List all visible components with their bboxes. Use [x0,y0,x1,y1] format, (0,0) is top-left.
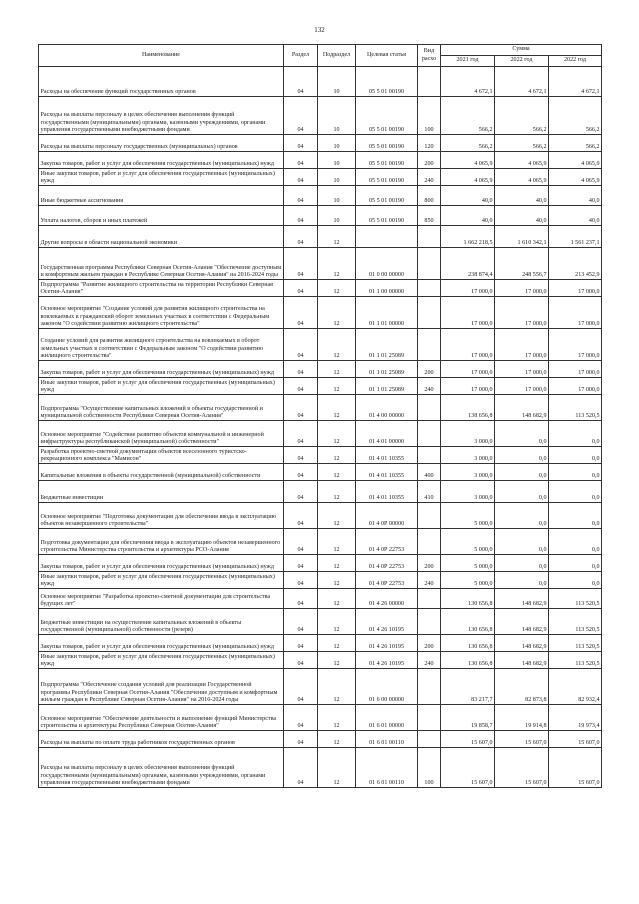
row-kind: 200 [418,635,441,652]
table-row [39,280,602,297]
row-sum-2022-b: 0,0 [549,503,602,529]
row-sum-2022-b: 113 520,5 [549,589,602,609]
table-row [39,669,602,705]
row-target [356,226,418,248]
row-sum-2021: 566,2 [441,135,495,152]
row-kind [418,226,441,248]
row-sum-2022-a: 4 672,1 [495,67,549,97]
row-name: Подпрограмма "Развитие жилищного строительства на территории Республики Северная Осетия-Алания" [39,280,284,297]
row-target: 01 0 00 00000 [356,248,418,280]
row-target: 01 6 01 00000 [356,705,418,731]
row-target: 05 5 01 00190 [356,186,418,206]
row-sum-2022-b: 4 672,1 [549,67,602,97]
row-name: Подготовка документации для обеспечения ввода в эксплуатацию объектов незавершенного строительства Министерства строительства и архитектуры РСО-Алания [39,529,284,555]
row-kind: 200 [418,361,441,378]
table-row [39,572,602,589]
row-section: 04 [284,503,318,529]
header-name: Наименование [39,45,284,67]
row-section: 04 [284,186,318,206]
row-subsection: 10 [318,186,356,206]
row-subsection: 12 [318,748,356,788]
row-subsection: 12 [318,589,356,609]
row-sum-2022-b: 15 607,0 [549,731,602,748]
row-section: 04 [284,481,318,503]
row-target: 01 6 00 00000 [356,669,418,705]
row-section: 04 [284,669,318,705]
header-kind: Вид расхо [418,45,441,67]
row-sum-2021: 5 000,0 [441,555,495,572]
row-section: 04 [284,67,318,97]
table-row [39,503,602,529]
row-sum-2022-b: 82 932,4 [549,669,602,705]
row-sum-2022-a: 0,0 [495,529,549,555]
row-sum-2022-a: 0,0 [495,503,549,529]
table-row [39,186,602,206]
row-kind [418,395,441,421]
row-section: 04 [284,748,318,788]
header-year-2021: 2021 год [441,56,495,67]
table-row [39,135,602,152]
row-sum-2022-a: 248 556,7 [495,248,549,280]
row-name: Создание условий для развития жилищного строительства на вовлекаемых в оборот земельных участках в соответствии с Федеральным законом "О содействии развитию жилищного строительства" [39,329,284,361]
row-sum-2021: 3 000,0 [441,421,495,447]
row-sum-2021: 4 672,1 [441,67,495,97]
row-sum-2021: 238 874,4 [441,248,495,280]
row-subsection: 12 [318,731,356,748]
table-row [39,226,602,248]
row-sum-2021: 17 000,0 [441,329,495,361]
row-target: 01 6 01 00110 [356,748,418,788]
row-target: 05 5 01 00190 [356,169,418,186]
row-kind: 240 [418,652,441,669]
row-target: 05 5 01 00190 [356,206,418,226]
row-sum-2022-b: 0,0 [549,555,602,572]
row-kind: 240 [418,572,441,589]
row-name: Основное мероприятие "Разработка проектно-сметной документации для строительства будущих лет" [39,589,284,609]
row-kind [418,329,441,361]
row-name: Подпрограмма "Осуществление капитальных вложений в объекты государственной и муниципальной собственности Республики Северная Осетия-Алания" [39,395,284,421]
row-subsection: 12 [318,609,356,635]
row-subsection: 12 [318,572,356,589]
row-name: Иные закупки товаров, работ и услуг для обеспечения государственных (муниципальных) нужд [39,652,284,669]
row-section: 04 [284,731,318,748]
row-name: Подпрограмма "Обеспечение создания условий для реализации Государственной программы Республики Северная Осетия-Алания "Обеспечение доступным и комфортным жильем граждан в Республике Северная Осетия-Алания" на 2016-2024 годы [39,669,284,705]
row-name: Государственная программа Республики Северная Осетия-Алания "Обеспечение доступным и комфортным жильем граждан в Республике Северная Осетия-Алания" на 2016-2024 годы [39,248,284,280]
table-row [39,152,602,169]
table-body [39,67,602,788]
row-section: 04 [284,447,318,464]
row-sum-2022-a: 1 610 342,1 [495,226,549,248]
row-kind [418,669,441,705]
row-target: 01 4 0Р 22753 [356,555,418,572]
row-sum-2021: 130 656,8 [441,589,495,609]
row-subsection: 12 [318,297,356,329]
row-sum-2022-b: 19 973,4 [549,705,602,731]
row-section: 04 [284,555,318,572]
row-kind: 200 [418,152,441,169]
row-sum-2022-a: 0,0 [495,481,549,503]
row-sum-2022-b: 17 000,0 [549,329,602,361]
row-target: 01 4 26 10195 [356,652,418,669]
row-subsection: 12 [318,652,356,669]
row-sum-2022-a: 148 682,9 [495,395,549,421]
row-section: 04 [284,152,318,169]
row-sum-2022-a: 148 682,9 [495,589,549,609]
row-sum-2022-b: 1 561 237,1 [549,226,602,248]
header-year-2022-a: 2022 год [495,56,549,67]
row-kind: 800 [418,186,441,206]
table-row [39,378,602,395]
page-number: 132 [314,26,325,34]
row-sum-2021: 5 000,0 [441,503,495,529]
row-sum-2021: 130 656,8 [441,635,495,652]
row-section: 04 [284,635,318,652]
row-sum-2022-a: 40,0 [495,186,549,206]
row-sum-2022-a: 17 000,0 [495,329,549,361]
row-target: 01 1 00 00000 [356,280,418,297]
row-name: Расходы на обеспечение функций государственных органов [39,67,284,97]
row-section: 04 [284,589,318,609]
row-target: 01 1 01 25089 [356,329,418,361]
row-section: 04 [284,395,318,421]
row-sum-2022-b: 40,0 [549,186,602,206]
row-kind: 100 [418,97,441,135]
row-name: Бюджетные инвестиции [39,481,284,503]
row-sum-2022-a: 82 873,8 [495,669,549,705]
row-section: 04 [284,280,318,297]
row-sum-2021: 3 000,0 [441,481,495,503]
header-section: Раздел [284,45,318,67]
row-sum-2022-a: 17 000,0 [495,378,549,395]
row-target: 01 4 01 10355 [356,447,418,464]
row-sum-2021: 5 000,0 [441,529,495,555]
row-sum-2022-a: 17 000,0 [495,361,549,378]
row-subsection: 12 [318,481,356,503]
row-name: Уплата налогов, сборов и иных платежей [39,206,284,226]
row-sum-2021: 15 607,0 [441,731,495,748]
header-subsection: Подраздел [318,45,356,67]
row-name: Закупка товаров, работ и услуг для обеспечения государственных (муниципальных) нужд [39,555,284,572]
row-target: 01 4 0Р 22753 [356,572,418,589]
row-target: 01 4 26 00000 [356,589,418,609]
row-target: 01 6 01 00110 [356,731,418,748]
row-sum-2021: 19 858,7 [441,705,495,731]
row-section: 04 [284,206,318,226]
row-sum-2021: 4 065,9 [441,169,495,186]
table-row [39,395,602,421]
row-sum-2022-b: 40,0 [549,206,602,226]
row-kind: 410 [418,481,441,503]
row-name: Основное мероприятие "Содействие развитию объектов коммунальной и инженерной инфраструктуры республиканской (муниципальной) собственности" [39,421,284,447]
row-subsection: 12 [318,503,356,529]
table-row [39,748,602,788]
table-row [39,447,602,464]
row-name: Расходы на выплаты по оплате труда работников государственных органов [39,731,284,748]
row-name: Иные бюджетные ассигнования [39,186,284,206]
row-sum-2021: 1 662 218,5 [441,226,495,248]
row-target: 01 4 01 00000 [356,421,418,447]
row-subsection: 12 [318,378,356,395]
row-sum-2021: 5 000,0 [441,572,495,589]
row-sum-2022-b: 113 520,5 [549,652,602,669]
row-target: 01 1 01 00000 [356,297,418,329]
row-section: 04 [284,464,318,481]
row-kind [418,280,441,297]
row-target: 01 4 26 10195 [356,635,418,652]
table-row [39,361,602,378]
row-kind [418,589,441,609]
row-target: 05 5 01 00190 [356,67,418,97]
row-sum-2021: 130 656,8 [441,609,495,635]
row-kind [418,421,441,447]
row-sum-2022-b: 4 065,9 [549,169,602,186]
row-target: 01 4 0Р 22753 [356,529,418,555]
header-year-2022-b: 2022 год [549,56,602,67]
row-sum-2022-b: 17 000,0 [549,361,602,378]
table-row [39,67,602,97]
row-subsection: 12 [318,280,356,297]
row-target: 01 4 26 10195 [356,609,418,635]
row-kind [418,503,441,529]
row-subsection: 12 [318,421,356,447]
budget-table [38,44,602,788]
row-name: Основное мероприятие "Подготовка документации для обеспечения ввода в эксплуатацию объектов незавершенного строительства" [39,503,284,529]
row-sum-2022-a: 15 607,0 [495,748,549,788]
row-section: 04 [284,705,318,731]
table-row [39,652,602,669]
row-name: Основное мероприятие "Создание условий для развития жилищного строительства на вовлекаемых в гражданский оборот земельных участках в соответствии с Федеральным законом "О содействии развитию жилищного строительства" [39,297,284,329]
row-subsection: 12 [318,329,356,361]
row-kind [418,248,441,280]
row-section: 04 [284,572,318,589]
row-sum-2021: 17 000,0 [441,361,495,378]
row-sum-2022-a: 0,0 [495,464,549,481]
row-kind [418,297,441,329]
row-name: Капитальные вложения в объекты государственной (муниципальной) собственности [39,464,284,481]
row-sum-2022-a: 566,2 [495,135,549,152]
row-kind: 200 [418,555,441,572]
row-sum-2021: 130 656,8 [441,652,495,669]
row-target: 05 5 01 00190 [356,135,418,152]
row-sum-2021: 15 607,0 [441,748,495,788]
row-section: 04 [284,529,318,555]
row-subsection: 12 [318,669,356,705]
row-sum-2022-b: 566,2 [549,97,602,135]
row-target: 05 5 01 00190 [356,152,418,169]
row-section: 04 [284,97,318,135]
row-subsection: 10 [318,97,356,135]
row-subsection: 10 [318,152,356,169]
row-subsection: 12 [318,395,356,421]
row-kind [418,447,441,464]
row-sum-2022-b: 113 520,5 [549,609,602,635]
row-sum-2022-b: 566,2 [549,135,602,152]
row-sum-2022-a: 148 682,9 [495,635,549,652]
table-row [39,731,602,748]
row-sum-2021: 4 065,9 [441,152,495,169]
row-subsection: 12 [318,226,356,248]
row-sum-2022-b: 213 452,9 [549,248,602,280]
row-kind [418,609,441,635]
table-row [39,464,602,481]
table-row [39,589,602,609]
row-sum-2022-b: 0,0 [549,447,602,464]
row-section: 04 [284,652,318,669]
row-kind: 400 [418,464,441,481]
row-sum-2021: 17 000,0 [441,378,495,395]
row-sum-2022-b: 113 520,5 [549,635,602,652]
row-subsection: 12 [318,248,356,280]
row-sum-2022-a: 148 682,9 [495,652,549,669]
row-name: Бюджетные инвестиции на осуществление капитальных вложений в объекты государственной (муниципальной) собственности (резерв) [39,609,284,635]
row-subsection: 12 [318,361,356,378]
row-target: 01 1 01 25089 [356,361,418,378]
table-row [39,481,602,503]
row-section: 04 [284,135,318,152]
row-section: 04 [284,361,318,378]
row-kind [418,67,441,97]
row-kind: 850 [418,206,441,226]
row-subsection: 10 [318,206,356,226]
row-sum-2022-a: 566,2 [495,97,549,135]
row-name: Расходы на выплаты персоналу в целях обеспечения выполнения функций государственными (муниципальными) органами, казенными учреждениями, органами управления государственными внебюджетными фондами [39,97,284,135]
table-row [39,169,602,186]
row-target: 01 1 01 25089 [356,378,418,395]
row-sum-2022-b: 0,0 [549,481,602,503]
row-sum-2021: 40,0 [441,186,495,206]
row-kind [418,731,441,748]
row-sum-2022-a: 17 000,0 [495,297,549,329]
table-row [39,297,602,329]
row-sum-2021: 138 656,8 [441,395,495,421]
row-sum-2022-b: 113 520,5 [549,395,602,421]
row-sum-2022-b: 0,0 [549,529,602,555]
row-kind: 100 [418,748,441,788]
table-row [39,421,602,447]
row-sum-2022-b: 0,0 [549,572,602,589]
table-row [39,329,602,361]
row-sum-2021: 566,2 [441,97,495,135]
row-sum-2022-a: 17 000,0 [495,280,549,297]
row-subsection: 12 [318,635,356,652]
row-kind: 240 [418,169,441,186]
row-name: Расходы на выплаты персоналу в целях обеспечения выполнения функций государственными (муниципальными) органами, казенными учреждениями, органами управления государственными внебюджетными фондами [39,748,284,788]
row-kind: 120 [418,135,441,152]
table-row [39,555,602,572]
row-sum-2022-b: 17 000,0 [549,297,602,329]
row-sum-2022-a: 4 065,9 [495,169,549,186]
row-sum-2022-a: 0,0 [495,447,549,464]
row-section: 04 [284,421,318,447]
row-subsection: 10 [318,67,356,97]
row-section: 04 [284,378,318,395]
row-name: Основное мероприятие "Обеспечение деятельности и выполнение функций Министерства строительства и архитектуры Республики Северная Осетия-Алания" [39,705,284,731]
row-sum-2022-b: 17 000,0 [549,280,602,297]
row-section: 04 [284,169,318,186]
row-sum-2022-a: 0,0 [495,421,549,447]
row-section: 04 [284,609,318,635]
row-target: 01 4 00 00000 [356,395,418,421]
row-subsection: 10 [318,169,356,186]
row-sum-2021: 3 000,0 [441,464,495,481]
table-row [39,248,602,280]
row-section: 04 [284,297,318,329]
table-row [39,705,602,731]
row-subsection: 12 [318,447,356,464]
row-section: 04 [284,329,318,361]
row-target: 05 5 01 00190 [356,97,418,135]
row-sum-2022-a: 4 065,9 [495,152,549,169]
row-target: 01 4 01 10355 [356,464,418,481]
row-sum-2022-a: 15 607,0 [495,731,549,748]
row-sum-2022-a: 19 914,8 [495,705,549,731]
row-sum-2021: 17 000,0 [441,297,495,329]
row-subsection: 12 [318,705,356,731]
row-subsection: 12 [318,555,356,572]
table-row [39,97,602,135]
row-name: Расходы на выплаты персоналу государственных (муниципальных) органов [39,135,284,152]
row-name: Другие вопросы в области национальной экономики [39,226,284,248]
row-kind: 240 [418,378,441,395]
header-sum: Сумма [441,45,602,56]
row-sum-2022-b: 0,0 [549,464,602,481]
row-sum-2021: 17 000,0 [441,280,495,297]
header-target: Целевая статья [356,45,418,67]
row-sum-2022-b: 15 607,0 [549,748,602,788]
row-name: Иные закупки товаров, работ и услуг для обеспечения государственных (муниципальных) нужд [39,378,284,395]
row-sum-2021: 3 000,0 [441,447,495,464]
row-sum-2022-b: 4 065,9 [549,152,602,169]
row-kind [418,529,441,555]
row-name: Закупка товаров, работ и услуг для обеспечения государственных (муниципальных) нужд [39,361,284,378]
row-subsection: 12 [318,529,356,555]
row-sum-2022-b: 17 000,0 [549,378,602,395]
row-section: 04 [284,248,318,280]
row-name: Закупка товаров, работ и услуг для обеспечения государственных (муниципальных) нужд [39,152,284,169]
row-name: Иные закупки товаров, работ и услуг для обеспечения государственных (муниципальных) нужд [39,572,284,589]
table-row [39,635,602,652]
table-row [39,609,602,635]
row-sum-2022-a: 0,0 [495,572,549,589]
row-sum-2021: 83 217,7 [441,669,495,705]
table-row [39,206,602,226]
row-sum-2021: 40,0 [441,206,495,226]
row-sum-2022-a: 40,0 [495,206,549,226]
row-section: 04 [284,226,318,248]
row-kind [418,705,441,731]
row-subsection: 12 [318,464,356,481]
row-target: 01 4 01 10355 [356,481,418,503]
row-name: Иные закупки товаров, работ и услуг для обеспечения государственных (муниципальных) нужд [39,169,284,186]
row-name: Закупка товаров, работ и услуг для обеспечения государственных (муниципальных) нужд [39,635,284,652]
table-row [39,529,602,555]
row-target: 01 4 0Р 00000 [356,503,418,529]
row-sum-2022-b: 0,0 [549,421,602,447]
row-sum-2022-a: 0,0 [495,555,549,572]
row-name: Разработка проектно-сметной документации объектов всесезонного туристско-рекреационного комплекса "Мамисон" [39,447,284,464]
row-subsection: 10 [318,135,356,152]
row-sum-2022-a: 148 682,9 [495,609,549,635]
